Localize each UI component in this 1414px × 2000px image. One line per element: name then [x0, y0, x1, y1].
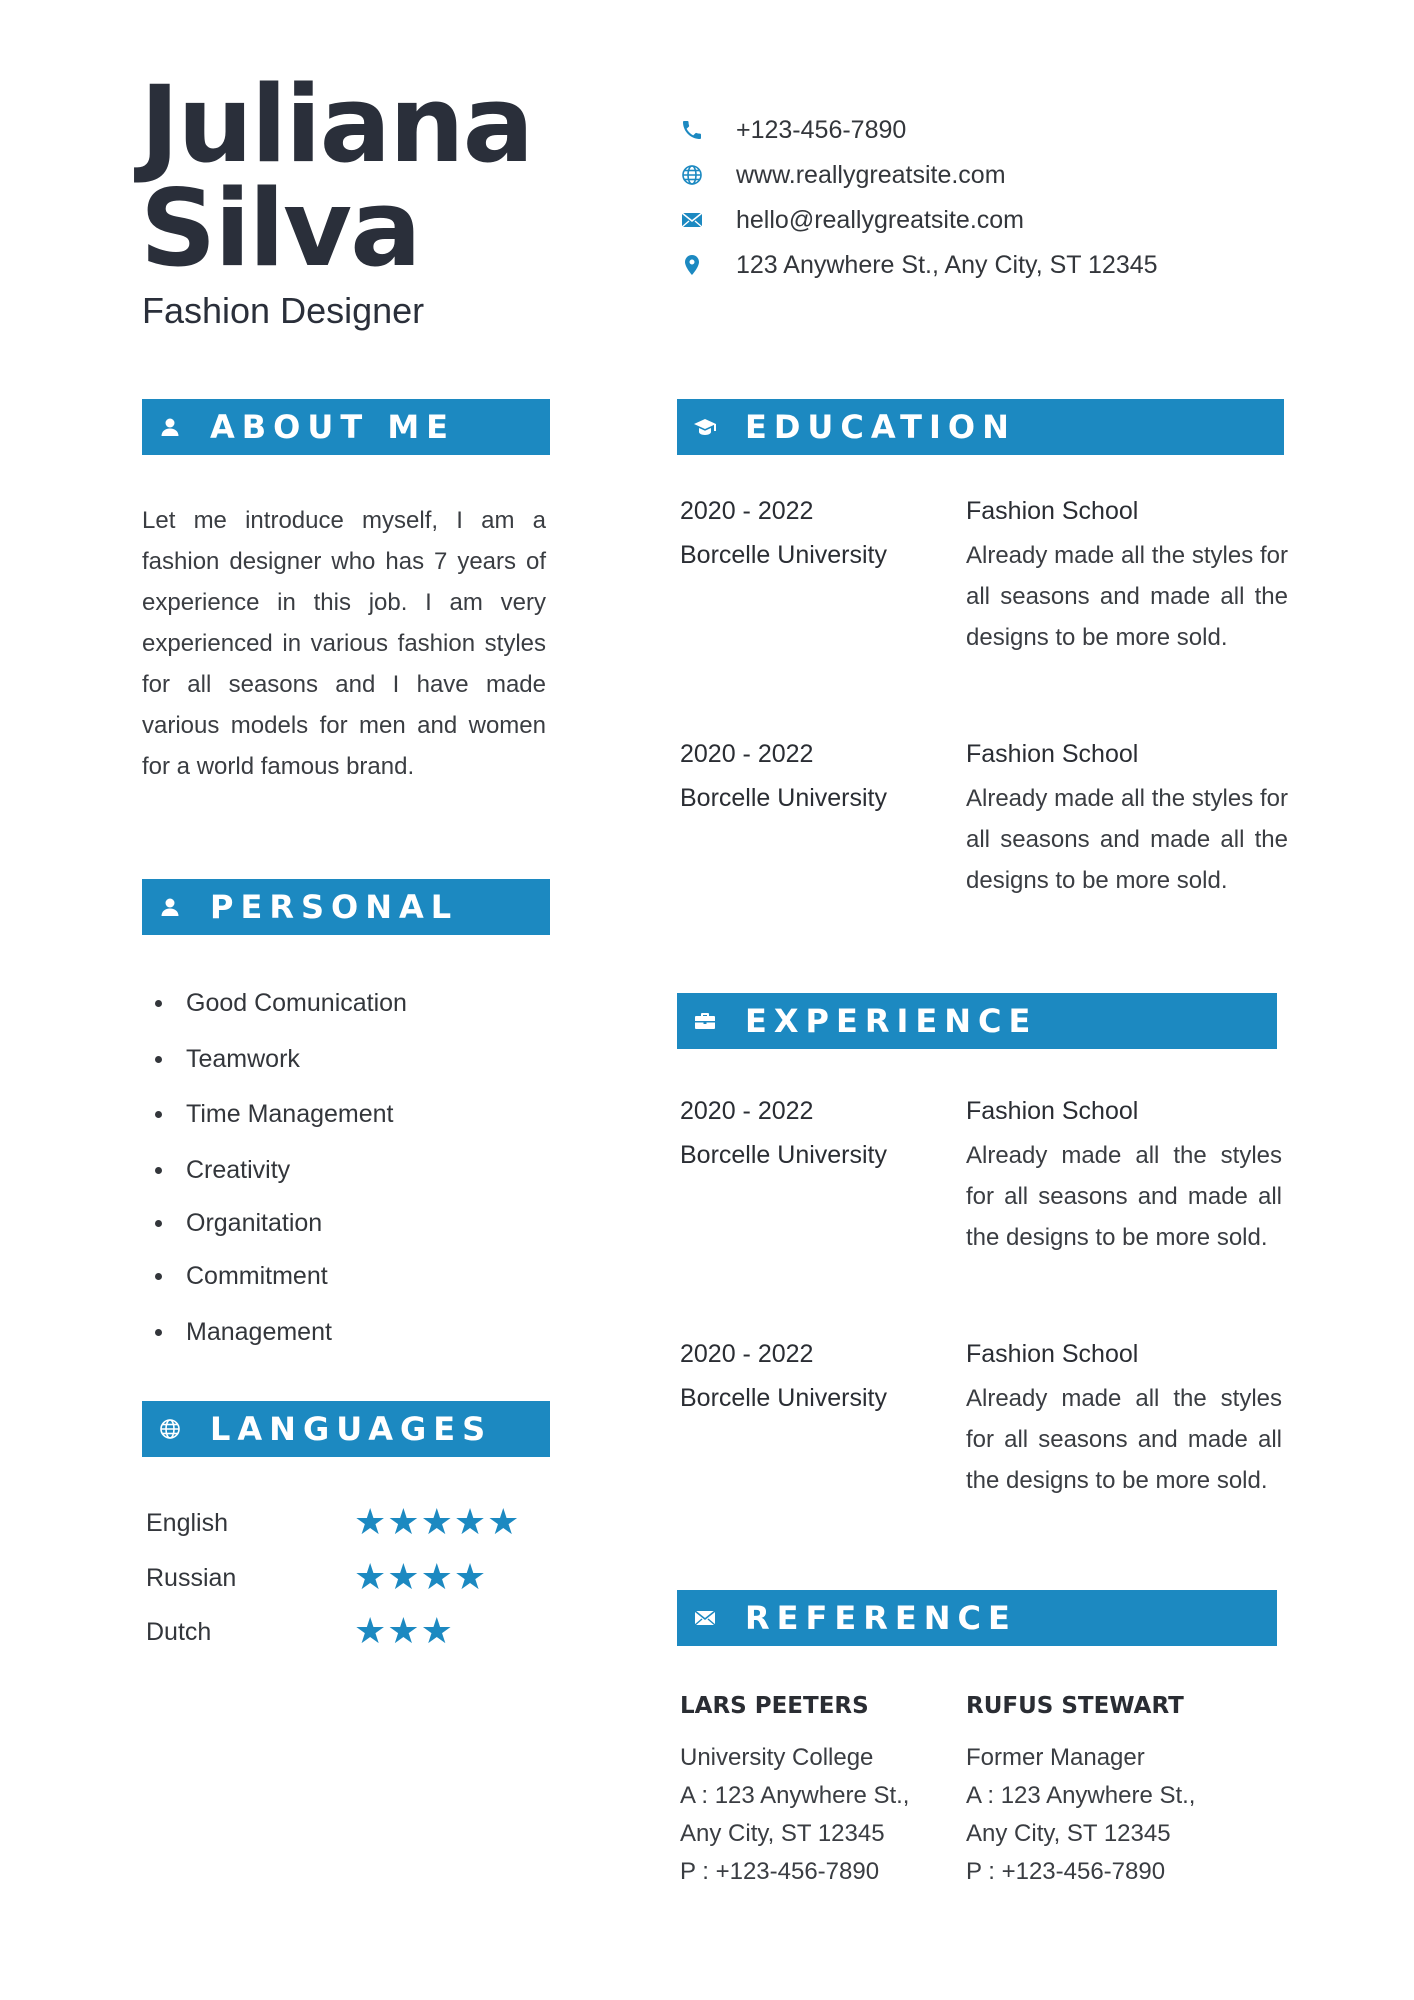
reference-address-line1: A : 123 Anywhere St.,: [966, 1782, 1196, 1809]
reference-phone: P : +123-456-7890: [966, 1858, 1166, 1885]
graduation-cap-icon: [693, 415, 717, 439]
entry-school: Fashion School: [966, 1340, 1139, 1368]
star-icon: ★: [354, 1502, 387, 1543]
skill-label: Organitation: [186, 1208, 323, 1237]
language-name: Dutch: [146, 1617, 212, 1646]
job-title: Fashion Designer: [142, 290, 425, 331]
reference-name: RUFUS STEWART: [966, 1693, 1184, 1719]
about-text: Let me introduce myself, I am a fashion designer who has 7 years of experience in this job. I am very experienced in various fashion styles for all seasons and I have made various models for men and women for a world famous brand.: [142, 507, 546, 780]
about-title: ABOUT ME: [210, 408, 456, 446]
contact-phone: [680, 110, 906, 150]
star-icon: ★: [387, 1502, 420, 1543]
reference-role: Former Manager: [966, 1744, 1145, 1771]
entry-years: 2020 - 2022: [680, 497, 814, 525]
skill-label: Management: [186, 1317, 332, 1346]
skill-label: Commitment: [186, 1261, 328, 1290]
entry-description: Already made all the styles for all seasons and made all the designs to be more sold.: [966, 1142, 1282, 1251]
phone-icon: [680, 115, 724, 145]
user-icon: [158, 415, 182, 439]
skill-label: Good Comunication: [186, 988, 407, 1017]
reference-address-line2: Any City, ST 12345: [680, 1820, 885, 1847]
entry-institution: Borcelle University: [680, 1141, 888, 1169]
education-title: EDUCATION: [745, 408, 1016, 446]
languages-title: LANGUAGES: [210, 1410, 493, 1448]
mail-icon: [693, 1606, 717, 1630]
star-icon: ★: [453, 1557, 487, 1598]
star-icon: ★: [387, 1557, 420, 1598]
name-first: Juliana: [140, 63, 533, 186]
list-item: [142, 1259, 328, 1293]
entry-school: Fashion School: [966, 740, 1139, 768]
star-rating: [354, 1557, 487, 1598]
reference-card: [680, 1693, 950, 1891]
list-item: [142, 986, 407, 1020]
entry-description: Already made all the styles for all seasons and made all the designs to be more sold.: [966, 542, 1288, 651]
language-row: [146, 1558, 546, 1598]
reference-address-line1: A : 123 Anywhere St.,: [680, 1782, 910, 1809]
star-icon: ★: [354, 1611, 387, 1652]
reference-phone: P : +123-456-7890: [680, 1858, 880, 1885]
contact-website-text: www.reallygreatsite.com: [736, 160, 1006, 189]
contact-email-text: hello@reallygreatsite.com: [736, 205, 1025, 234]
contact-address-text: 123 Anywhere St., Any City, ST 12345: [736, 250, 1158, 279]
entry-description: Already made all the styles for all seasons and made all the designs to be more sold.: [966, 1385, 1282, 1494]
star-rating: [354, 1611, 454, 1652]
reference-address-line2: Any City, ST 12345: [966, 1820, 1171, 1847]
entry-years: 2020 - 2022: [680, 1097, 814, 1125]
personal-title: PERSONAL: [210, 888, 459, 926]
personal-section-header: [142, 879, 550, 935]
list-item: [142, 1042, 300, 1076]
globe-icon: [680, 160, 724, 190]
skill-label: Teamwork: [186, 1044, 300, 1073]
education-section-header: [677, 399, 1284, 455]
language-name: English: [146, 1508, 228, 1537]
about-section-header: [142, 399, 550, 455]
mail-icon: [680, 205, 724, 235]
name-last: Silva: [140, 167, 420, 290]
languages-section-header: [142, 1401, 550, 1457]
contact-email[interactable]: [680, 200, 1024, 240]
skill-label: Time Management: [186, 1099, 394, 1128]
language-name: Russian: [146, 1563, 237, 1592]
reference-section-header: [677, 1590, 1277, 1646]
user-icon: [158, 895, 182, 919]
reference-title: REFERENCE: [745, 1599, 1017, 1637]
list-item: [142, 1315, 332, 1349]
reference-role: University College: [680, 1744, 874, 1771]
list-item: [142, 1206, 322, 1240]
contact-address: [680, 245, 1158, 285]
star-icon: ★: [487, 1502, 520, 1543]
language-row: [146, 1612, 546, 1652]
star-rating: [354, 1502, 520, 1543]
star-icon: ★: [387, 1611, 420, 1652]
skill-label: Creativity: [186, 1155, 291, 1184]
entry-institution: Borcelle University: [680, 1384, 888, 1412]
list-item: [142, 1097, 394, 1131]
entry-institution: Borcelle University: [680, 541, 888, 569]
entry-school: Fashion School: [966, 497, 1139, 525]
star-icon: ★: [420, 1611, 453, 1652]
experience-section-header: [677, 993, 1277, 1049]
reference-name: LARS PEETERS: [680, 1693, 869, 1719]
entry-years: 2020 - 2022: [680, 1340, 814, 1368]
star-icon: ★: [453, 1502, 487, 1543]
globe-icon: [158, 1417, 182, 1441]
briefcase-icon: [693, 1009, 717, 1033]
entry-school: Fashion School: [966, 1097, 1139, 1125]
entry-years: 2020 - 2022: [680, 740, 814, 768]
language-row: [146, 1503, 546, 1543]
location-pin-icon: [680, 250, 724, 280]
entry-description: Already made all the styles for all seasons and made all the designs to be more sold.: [966, 785, 1288, 894]
star-icon: ★: [354, 1557, 387, 1598]
entry-institution: Borcelle University: [680, 784, 888, 812]
reference-card: [966, 1693, 1236, 1891]
list-item: [142, 1153, 290, 1187]
contact-phone-text: +123-456-7890: [736, 115, 907, 144]
experience-title: EXPERIENCE: [745, 1002, 1038, 1040]
star-icon: ★: [420, 1557, 453, 1598]
contact-website[interactable]: [680, 155, 1006, 195]
star-icon: ★: [420, 1502, 453, 1543]
